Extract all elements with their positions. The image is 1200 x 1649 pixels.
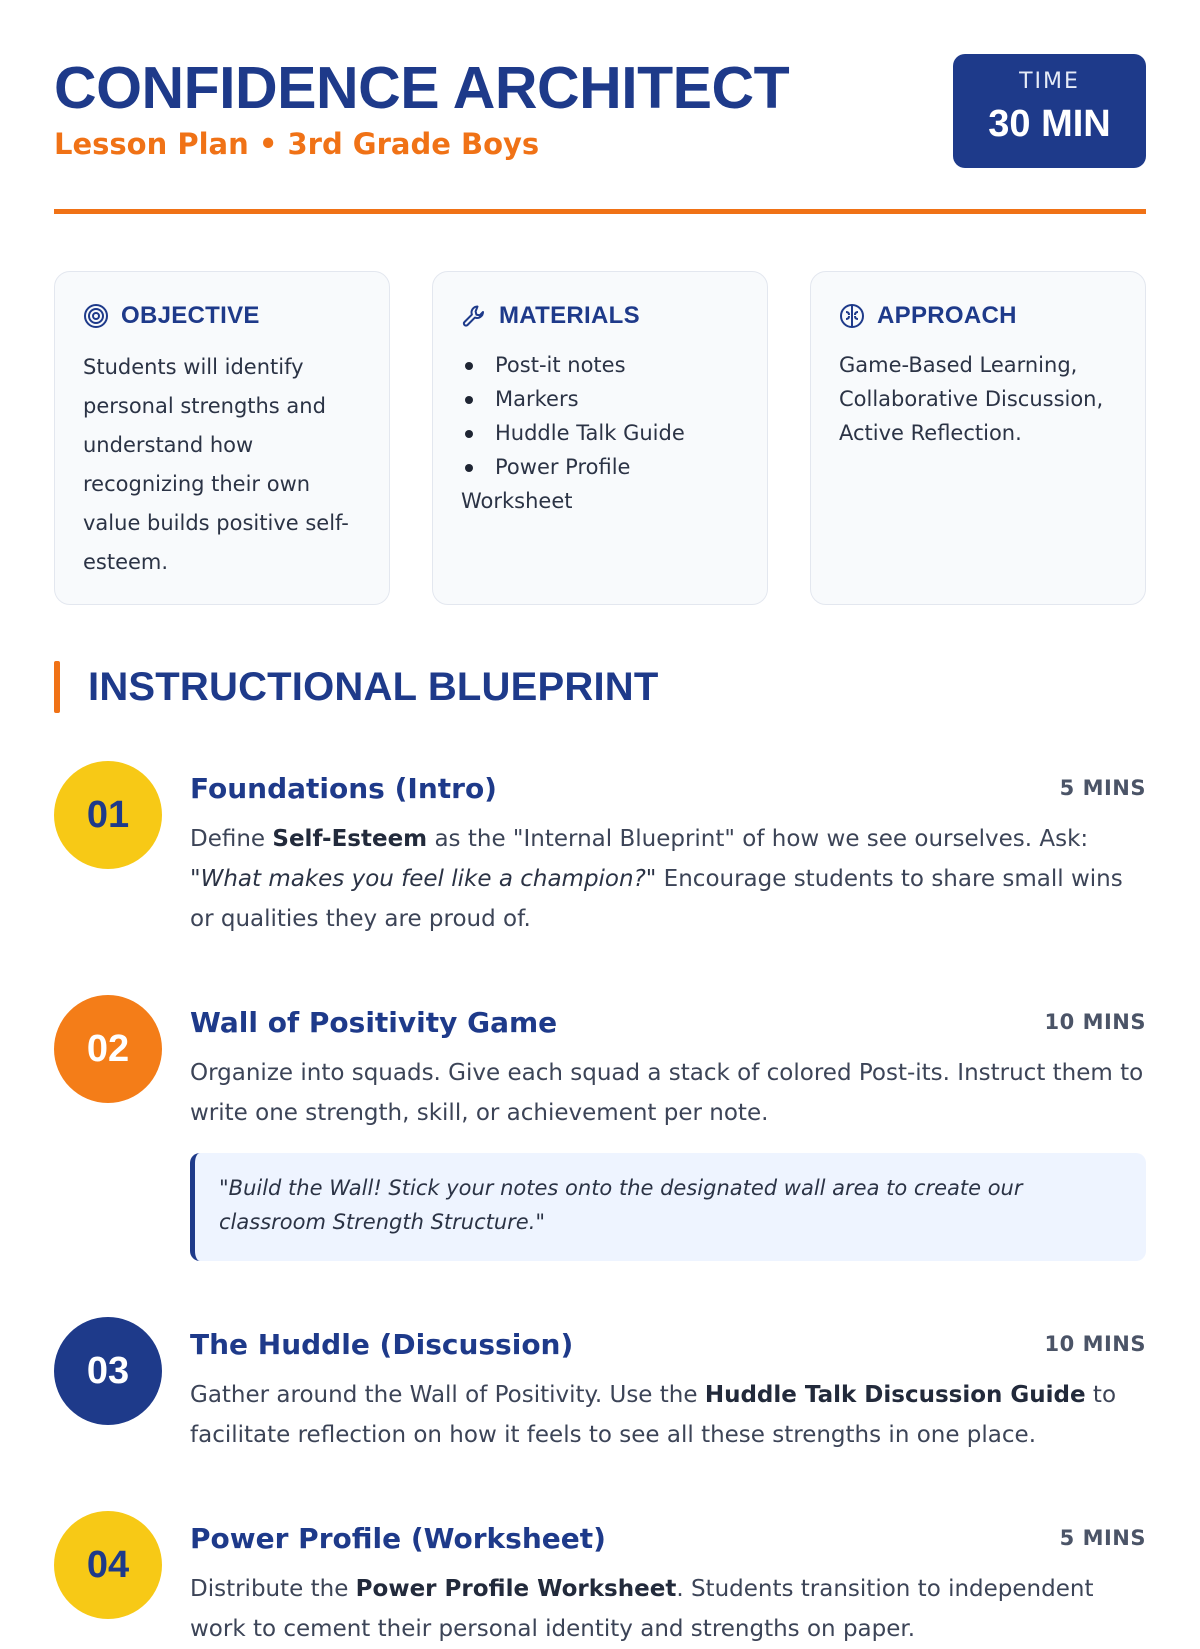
list-item: Power Profile xyxy=(461,450,739,484)
list-item: Markers xyxy=(461,382,739,416)
header-divider xyxy=(54,209,1146,214)
step-description xyxy=(190,819,1146,939)
list-item: Worksheet xyxy=(461,489,573,513)
time-label: TIME xyxy=(1019,69,1080,94)
desc-text: Encourage students to share small wins or qualities they are proud of. xyxy=(190,866,1123,932)
approach-title: APPROACH xyxy=(877,302,1017,329)
approach-card-header xyxy=(839,302,1117,330)
wrench-icon xyxy=(461,303,487,329)
step-number: 03 xyxy=(54,1317,162,1425)
step-header xyxy=(190,761,1146,807)
step-description: Organize into squads. Give each squad a stack of colored Post-its. Instruct them to write one strength, skill, or achievement per note. xyxy=(190,1060,1144,1126)
steps-list xyxy=(54,761,1146,1649)
step-title: Foundations (Intro) xyxy=(190,772,497,805)
step-description xyxy=(190,1375,1146,1455)
step-header xyxy=(190,1511,1146,1557)
step-3 xyxy=(54,1317,1146,1455)
page-subtitle: Lesson Plan • 3rd Grade Boys xyxy=(54,127,540,161)
desc-text: Distribute the xyxy=(190,1576,356,1602)
step-duration: 5 MINS xyxy=(1059,776,1146,800)
page-title: CONFIDENCE ARCHITECT xyxy=(54,55,790,121)
info-cards xyxy=(54,271,1146,605)
step-2 xyxy=(54,995,1146,1261)
desc-emphasis: Self-Esteem xyxy=(272,826,428,852)
objective-title: OBJECTIVE xyxy=(121,302,260,329)
target-icon xyxy=(83,303,109,329)
desc-text: Define xyxy=(190,826,273,852)
objective-text: Students will identify personal strengths and understand how recognizing their own value builds positive self-esteem. xyxy=(83,355,349,574)
step-description xyxy=(190,1569,1146,1649)
step-4 xyxy=(54,1511,1146,1649)
step-title: The Huddle (Discussion) xyxy=(190,1328,574,1361)
desc-text: to facilitate reflection on how it feels to see all these strengths in one place. xyxy=(190,1382,1117,1448)
desc-question: "What makes you feel like a champion?" xyxy=(190,866,657,892)
step-title: Wall of Positivity Game xyxy=(190,1006,558,1039)
desc-emphasis: Power Profile Worksheet xyxy=(355,1576,677,1602)
step-duration: 10 MINS xyxy=(1044,1332,1146,1356)
step-duration: 5 MINS xyxy=(1059,1526,1146,1550)
materials-list xyxy=(461,348,739,518)
materials-card xyxy=(432,271,768,605)
step-header xyxy=(190,995,1146,1041)
objective-card-header xyxy=(83,302,361,330)
step-number: 01 xyxy=(54,761,162,869)
objective-card xyxy=(54,271,390,605)
list-item: Huddle Talk Guide xyxy=(461,416,739,450)
header xyxy=(54,0,1146,215)
time-badge xyxy=(953,54,1146,168)
brain-icon xyxy=(839,303,865,329)
step-number: 04 xyxy=(54,1511,162,1619)
section-accent-bar xyxy=(54,661,60,713)
step-header xyxy=(190,1317,1146,1363)
step-duration: 10 MINS xyxy=(1044,1010,1146,1034)
section-title: INSTRUCTIONAL BLUEPRINT xyxy=(88,665,659,709)
approach-card xyxy=(810,271,1146,605)
list-item: Post-it notes xyxy=(461,348,739,382)
step-1 xyxy=(54,761,1146,939)
section-heading xyxy=(54,661,1146,713)
desc-text: as the "Internal Blueprint" of how we see ourselves. Ask: xyxy=(427,826,1089,852)
desc-emphasis: Huddle Talk Discussion Guide xyxy=(704,1382,1086,1408)
step-quote: "Build the Wall! Stick your notes onto the designated wall area to create our classroom Strength Structure." xyxy=(190,1153,1146,1261)
desc-text: . Students transition to independent work to cement their personal identity and strengths on paper. xyxy=(190,1576,1094,1642)
materials-title: MATERIALS xyxy=(499,302,640,329)
approach-text: Game-Based Learning, Collaborative Discussion, Active Reflection. xyxy=(839,353,1104,445)
materials-card-header xyxy=(461,302,739,330)
time-value: 30 MIN xyxy=(988,103,1111,145)
step-title: Power Profile (Worksheet) xyxy=(190,1522,606,1555)
step-number: 02 xyxy=(54,995,162,1103)
desc-text: Gather around the Wall of Positivity. Use the xyxy=(190,1382,705,1408)
